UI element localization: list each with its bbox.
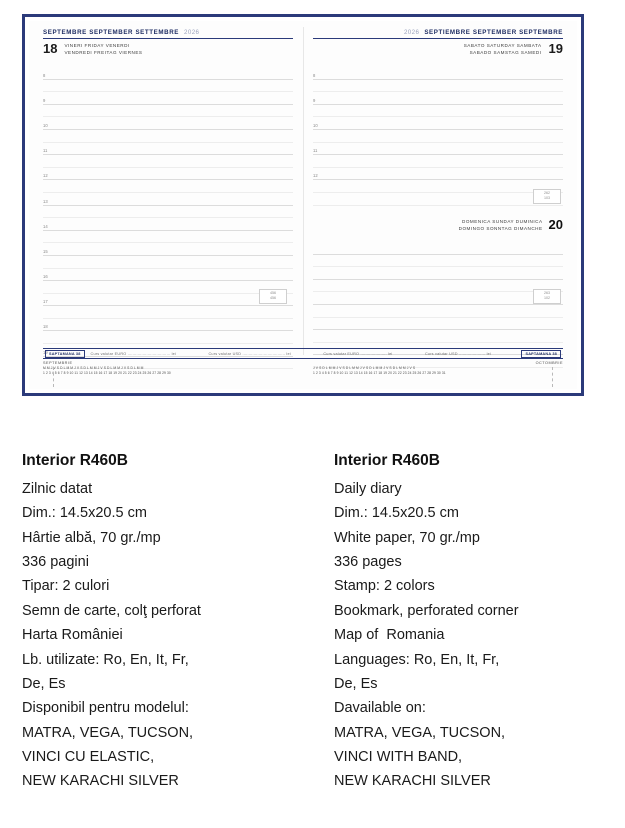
hour-row (43, 117, 293, 130)
hour-label: 10 (313, 122, 318, 128)
perforated-corner-left (33, 367, 54, 387)
spec-line-en: Map of Romania (334, 627, 445, 644)
left-day-names-line2: VENDREDI FREITAG VIERNES (64, 49, 143, 55)
calendar-left-dates: 1 2 3 4 5 6 7 8 9 10 11 12 13 14 15 16 17 18 19 20 21 22 23 24 25 26 27 28 29 30 (43, 370, 171, 375)
hour-label: 19 (43, 349, 48, 355)
left-mini-note-line1: 456 (270, 291, 276, 295)
hour-label: 11 (313, 148, 318, 154)
right-mini-note-top-line1: 262 (544, 191, 550, 195)
hour-row-half (43, 105, 293, 118)
hour-row (43, 67, 293, 80)
spec-line-en: De, Es (334, 675, 378, 692)
perforated-corner-right (552, 367, 573, 387)
spec-line-ro: Semn de carte, colţ perforat (22, 602, 201, 619)
calendar-right (303, 361, 573, 387)
hour-label: 17 (43, 299, 48, 305)
spec-line-ro: Harta României (22, 627, 123, 644)
hour-row (43, 143, 293, 156)
right-sunday-names (459, 217, 549, 232)
spec-line-en: MATRA, VEGA, TUCSON, (334, 724, 506, 741)
diary-inner-page (29, 21, 577, 389)
spec-line-ro: Dim.: 14.5x20.5 cm (22, 505, 147, 522)
hour-row-half (43, 281, 293, 294)
spec-line-en: Davailable on: (334, 700, 426, 717)
diary-right-page (303, 21, 577, 389)
hour-row-half (43, 331, 293, 344)
hour-row (43, 319, 293, 332)
spec-line-ro: VINCI CU ELASTIC, (22, 748, 155, 765)
spec-line-en: Languages: Ro, En, It, Fr, (334, 651, 500, 668)
spec-line-ro: 336 pagini (22, 554, 89, 571)
hour-row-half (43, 155, 293, 168)
sunday-row (313, 318, 563, 331)
hour-row-half (43, 306, 293, 319)
hour-row-half (43, 180, 293, 193)
hour-row-half (43, 256, 293, 269)
hour-row (313, 67, 563, 80)
left-day-names (64, 42, 142, 56)
right-mini-note-bottom-line2: 102 (544, 296, 550, 301)
week-badge-left: SAPTAMANA 38 (45, 350, 85, 358)
right-day-names (464, 42, 542, 56)
spec-line-en: 336 pages (334, 554, 402, 571)
hour-row (43, 92, 293, 105)
sunday-row-half (313, 330, 563, 343)
hour-label: 11 (43, 148, 48, 154)
hour-row (313, 117, 563, 130)
spec-line-en: VINCI WITH BAND, (334, 748, 463, 765)
spec-line-en: White paper, 70 gr./mp (334, 529, 480, 546)
sunday-row-half (313, 255, 563, 268)
hour-row-half (43, 231, 293, 244)
hour-label: 18 (43, 324, 48, 330)
footer-currency-right-2: Curs valutar USD ..................... lei (424, 351, 491, 356)
spec-title-en: Interior R460B (334, 452, 440, 469)
bottom-calendars (33, 361, 573, 387)
hour-row (43, 218, 293, 231)
hour-row-half (313, 80, 563, 93)
right-sunday-header (459, 217, 563, 235)
hour-label: 8 (313, 72, 316, 78)
diary-left-page (29, 21, 303, 389)
right-mini-note-box-top (533, 189, 561, 204)
hour-label: 15 (43, 248, 48, 254)
right-day-number: 19 (548, 41, 563, 56)
spec-line-ro: Lb. utilizate: Ro, En, It, Fr, (22, 651, 189, 668)
spec-line-en: Daily diary (334, 481, 402, 497)
spec-line-ro: Zilnic datat (22, 481, 93, 497)
right-sunday-names-line2: DOMINGO SONNTAG DIMANCHE (458, 225, 543, 231)
sunday-row-half (313, 280, 563, 293)
hour-label: 9 (313, 97, 316, 103)
diary-spread-image (22, 14, 584, 396)
right-mini-note-top-line2: 103 (544, 196, 550, 201)
hour-label: 8 (43, 72, 46, 78)
sunday-row (313, 242, 563, 255)
right-sunday-names-line1: DOMENICA SUNDAY DUMINICA (462, 219, 543, 224)
hour-row (43, 193, 293, 206)
spec-line-en: Stamp: 2 colors (334, 578, 435, 595)
calendar-right-weekdays: J V S D L M M J V S D L M M J V S D L M M J V S D L M M J V S (313, 366, 416, 370)
footer-currency-bar (43, 348, 563, 359)
hour-label: 16 (43, 274, 48, 280)
spec-column-ro (22, 452, 272, 794)
spec-title-ro: Interior R460B (22, 452, 128, 469)
sunday-row-half (313, 305, 563, 318)
spec-line-en: Bookmark, perforated corner (334, 602, 519, 619)
hour-row-half (43, 80, 293, 93)
hour-label: 14 (43, 223, 48, 229)
left-mini-note-box (259, 289, 287, 304)
footer-currency-right-1: Curs valutar EURO ..................... lei (323, 351, 393, 356)
week-badge-right: SAPTAMANA 38 (521, 350, 561, 358)
calendar-right-dates: 1 2 3 4 5 6 7 8 9 10 11 12 13 14 15 16 17 18 19 20 21 22 23 24 25 26 27 28 29 30 31 (313, 370, 446, 375)
spec-line-en: Dim.: 14.5x20.5 cm (334, 505, 459, 522)
footer-currency-left-2: Curs valutar USD .................................. lei (208, 351, 291, 356)
hour-row-half (313, 180, 563, 193)
calendar-right-month: OCTOMBRIE (535, 361, 563, 365)
diary-spread (29, 21, 577, 389)
right-month-label: SEPTIEMBRE SEPTEMBER SEPTEMBRE (424, 29, 563, 36)
right-mini-note-box-bottom (533, 289, 561, 304)
right-day-header (313, 42, 563, 64)
left-day-number: 18 (43, 41, 58, 56)
hour-row (43, 243, 293, 256)
footer-currency-left-1: Curs valutar EURO .................................. lei (90, 351, 176, 356)
left-day-header (43, 42, 293, 64)
spec-column-en (334, 452, 584, 794)
left-day-names-line1: VINERI FRIDAY VENERDI (64, 43, 130, 48)
sunday-row (313, 267, 563, 280)
calendar-left-weekdays: M M J V S D L M M J V S D L M M J V S D L M M J V S D L M M (43, 366, 144, 370)
left-mini-note-line2: 456 (270, 296, 276, 301)
spec-line-ro: De, Es (22, 675, 66, 692)
sunday-row (313, 292, 563, 305)
calendar-left-month: SEPTEMBRIE (43, 361, 73, 365)
right-day-names-line2: SABADO SAMSTAG SAMEDI (469, 49, 542, 55)
left-month-label: SEPTEMBRE SEPTEMBER SETTEMBRE (43, 29, 180, 36)
hour-label: 12 (43, 173, 48, 179)
hour-row-half (313, 105, 563, 118)
hour-label: 9 (43, 97, 46, 103)
hour-label: 12 (313, 173, 318, 179)
spec-line-ro: MATRA, VEGA, TUCSON, (22, 724, 194, 741)
left-year-label: 2026 (184, 29, 200, 36)
left-month-header (43, 29, 293, 39)
hour-label: 13 (43, 198, 48, 204)
hour-row (43, 168, 293, 181)
right-year-label: 2026 (403, 29, 420, 36)
spec-line-en: NEW KARACHI SILVER (334, 773, 491, 790)
left-hour-lines (43, 67, 293, 369)
right-day-names-line1: SABATO SATURDAY SAMBATA (463, 43, 542, 48)
right-hour-lines (313, 67, 563, 206)
hour-row (313, 92, 563, 105)
hour-row-half (43, 130, 293, 143)
spec-line-ro: NEW KARACHI SILVER (22, 773, 179, 790)
calendar-left (33, 361, 303, 387)
right-sunday-number: 20 (548, 217, 563, 232)
product-specifications (22, 452, 584, 794)
hour-row (313, 168, 563, 181)
hour-row (43, 294, 293, 307)
spec-line-ro: Hârtie albă, 70 gr./mp (22, 529, 161, 546)
hour-row-half (313, 193, 563, 206)
hour-row (43, 269, 293, 282)
spec-line-ro: Disponibil pentru modelul: (22, 700, 189, 717)
hour-row-half (313, 130, 563, 143)
hour-row (313, 143, 563, 156)
hour-label: 10 (43, 122, 48, 128)
hour-row-half (313, 155, 563, 168)
hour-row-half (43, 206, 293, 219)
spec-line-ro: Tipar: 2 culori (22, 578, 110, 595)
right-mini-note-bottom-line1: 263 (544, 291, 550, 295)
right-month-header (313, 29, 563, 39)
